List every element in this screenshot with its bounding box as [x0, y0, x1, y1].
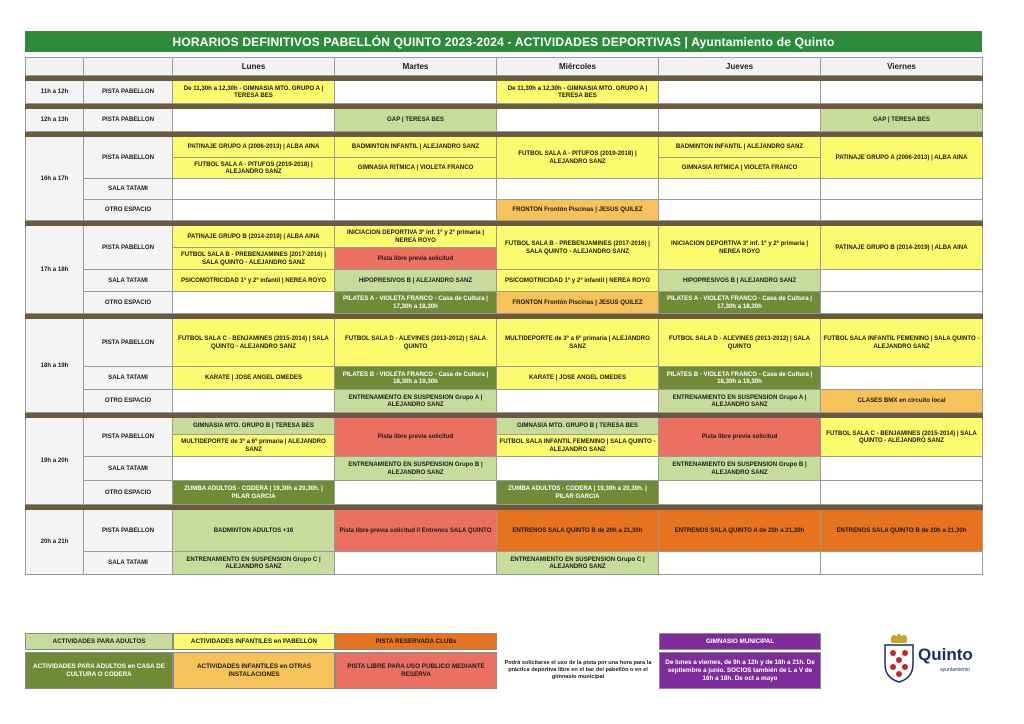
activity-cell: De 11,30h a 12,30h - GIMNASIA MTO. GRUPO A | TERESA BES [497, 81, 659, 104]
activity-cell: KARATE | JOSE ANGEL OMEDES [173, 367, 335, 390]
activity-cell: PSICOMOTRICIDAD 1º y 2º infantil | NEREA ROYO [497, 270, 659, 292]
empty-cell [335, 552, 497, 575]
activity-cell: PATINAJE GRUPO B (2014-2019) | ALBA AINA [173, 226, 335, 248]
activity-cell: GIMNASIA RITMICA | VIOLETA FRANCO [659, 158, 821, 179]
place-label: PISTA PABELLON [84, 510, 173, 552]
activity-cell: KARATE | JOSE ANGEL OMEDES [497, 367, 659, 390]
time-label: 19h a 20h [26, 418, 84, 505]
activity-cell: FUTBOL SALA INFANTIL FEMENINO | SALA QUINTO - ALEJANDRO SANZ [497, 435, 659, 457]
legend-infantiles-otras: ACTIVIDADES INFANTILES en OTRAS INSTALACIONES [173, 652, 335, 689]
activity-cell: GAP | TERESA BES [335, 109, 497, 132]
activity-cell: ENTRENOS SALA QUINTO B de 20h a 21,30h [821, 510, 983, 552]
activity-cell: PATINAJE GRUPO A (2006-2013) | ALBA AINA [821, 137, 983, 179]
table-row [26, 367, 983, 390]
activity-cell: FUTBOL SALA D - ALEVINES (2013-2012) | SALA QUINTO [335, 319, 497, 367]
activity-cell: FUTBOL SALA A - PITUFOS (2019-2018) | ALEJANDRO SANZ [497, 137, 659, 179]
table-row [26, 292, 983, 314]
table-row [26, 137, 983, 158]
activity-cell: ENTRENAMIENTO EN SUSPENSION Grupo A | ALEJANDRO SANZ [659, 390, 821, 413]
table-row [26, 270, 983, 292]
table-row [26, 179, 983, 200]
empty-cell [821, 179, 983, 200]
empty-cell [659, 109, 821, 132]
place-label: PISTA PABELLON [84, 137, 173, 179]
legend-adultos: ACTIVIDADES PARA ADULTOS [25, 633, 173, 650]
activity-cell: ZUMBA ADULTOS - CODERA | 19,30h a 20,30h. | PILAR GARCIA [497, 481, 659, 505]
empty-cell [335, 179, 497, 200]
activity-cell: FUTBOL SALA C - BENJAMINES (2015-2014) | SALA QUINTO - ALEJANDRO SANZ [173, 319, 335, 367]
empty-cell [659, 179, 821, 200]
activity-cell: Pista libre previa solicitud [335, 418, 497, 457]
day-header-jueves: Jueves [659, 58, 821, 76]
header-row [26, 58, 983, 76]
empty-cell [173, 109, 335, 132]
empty-cell [497, 179, 659, 200]
activity-cell: ENTRENAMIENTO EN SUSPENSION Grupo C | ALEJANDRO SANZ [497, 552, 659, 575]
place-label: PISTA PABELLON [84, 109, 173, 132]
table-row [26, 319, 983, 367]
legend-adultos-casa: ACTIVIDADES PARA ADULTOS en CASA DE CULTURA O CODERA [25, 652, 173, 689]
activity-cell: ZUMBA ADULTOS - CODERA | 19,30h a 20,30h. | PILAR GARCIA [173, 481, 335, 505]
activity-cell: PATINAJE GRUPO B (2014-2019) | ALBA AINA [821, 226, 983, 270]
legend-infantiles: ACTIVIDADES INFANTILES en PABELLÓN [173, 633, 335, 650]
time-label: 20h a 21h [26, 510, 84, 575]
empty-cell [659, 200, 821, 221]
activity-cell: FUTBOL SALA A - PITUFOS (2019-2018) | ALEJANDRO SANZ [173, 158, 335, 179]
activity-cell: Pista libre previa solicitud // Entrenos SALA QUINTO [335, 510, 497, 552]
place-label: OTRO ESPACIO [84, 481, 173, 505]
activity-cell: INICIACION DEPORTIVA 3º inf. 1º y 2º primaria | NEREA ROYO [335, 226, 497, 248]
place-label: SALA TATAMI [84, 457, 173, 481]
time-label: 17h a 18h [26, 226, 84, 314]
empty-cell [821, 270, 983, 292]
legend-gimnasio-title: GIMNASIO MUNICIPAL [659, 633, 821, 650]
place-label: OTRO ESPACIO [84, 292, 173, 314]
table-row [26, 418, 983, 435]
activity-cell: ENTRENAMIENTO EN SUSPENSION Grupo C | ALEJANDRO SANZ [173, 552, 335, 575]
logo-subtitle: ayuntamiento [940, 667, 971, 673]
table-row [26, 552, 983, 575]
activity-cell: Pista libre previa solicitud [335, 248, 497, 270]
empty-cell [173, 200, 335, 221]
schedule-table [25, 57, 983, 575]
table-row [26, 390, 983, 413]
day-header-miercoles: Miércoles [497, 58, 659, 76]
day-header-lunes: Lunes [173, 58, 335, 76]
empty-cell [173, 292, 335, 314]
empty-cell [497, 109, 659, 132]
activity-cell: ENTRENAMIENTO EN SUSPENSION Grupo A | ALEJANDRO SANZ [335, 390, 497, 413]
activity-cell: PILATES A - VIOLETA FRANCO - Casa de Cultura | 17,30h a 18,30h [335, 292, 497, 314]
empty-cell [659, 81, 821, 104]
empty-cell [821, 552, 983, 575]
empty-cell [659, 481, 821, 505]
activity-cell: GIMNASIA MTO. GRUPO B | TERESA BES [497, 418, 659, 435]
legend-libre: PISTA LIBRE PARA USO PUBLICO MEDIANTE RESERVA [335, 652, 497, 689]
day-header-viernes: Viernes [821, 58, 983, 76]
activity-cell: HIPOPRESIVOS B | ALEJANDRO SANZ [335, 270, 497, 292]
place-label: PISTA PABELLON [84, 81, 173, 104]
activity-cell: GIMNASIA MTO. GRUPO B | TERESA BES [173, 418, 335, 435]
place-label: OTRO ESPACIO [84, 390, 173, 413]
activity-cell: BADMINTON INFANTIL | ALEJANDRO SANZ [335, 137, 497, 158]
activity-cell: GIMNASIA RITMICA | VIOLETA FRANCO [335, 158, 497, 179]
place-label: SALA TATAMI [84, 367, 173, 390]
table-row [26, 200, 983, 221]
empty-cell [173, 390, 335, 413]
legend-note: Podrá solicitarse el uso de la pista por una hora para la práctica deportiva libre en el bar del pabellón o en el gimnasio municipal [497, 652, 659, 689]
header-empty-1 [26, 58, 84, 76]
activity-cell: FUTBOL SALA C - BENJAMINES (2015-2014) | SALA QUINTO - ALEJANDRO SANZ [821, 418, 983, 457]
activity-cell: INICIACION DEPORTIVA 3º inf. 1º y 2º primaria | NEREA ROYO [659, 226, 821, 270]
table-row [26, 457, 983, 481]
place-label: SALA TATAMI [84, 179, 173, 200]
activity-cell: HIPOPRESIVOS B | ALEJANDRO SANZ [659, 270, 821, 292]
activity-cell: FUTBOL SALA B - PREBENJAMINES (2017-2016) | SALA QUINTO - ALEJANDRO SANZ [173, 248, 335, 270]
activity-cell: FUTBOL SALA INFANTIL FEMENINO | SALA QUINTO - ALEJANDRO SANZ [821, 319, 983, 367]
activity-cell: MULTIDEPORTE de 3º a 6º primaria | ALEJANDRO SANZ [173, 435, 335, 457]
legend-gimnasio-text: De lunes a viernes, de 9h a 12h y de 18h a 21h. De septiembre a junio. SOCIOS también de L a V de 16h a 18h. De oct a mayo [659, 652, 821, 689]
activity-cell: ENTRENOS SALA QUINTO A de 20h a 21,30h [659, 510, 821, 552]
time-label: 12h a 13h [26, 109, 84, 132]
empty-cell [821, 292, 983, 314]
activity-cell: ENTRENAMIENTO EN SUSPENSION Grupo B | ALEJANDRO SANZ [659, 457, 821, 481]
table-row [26, 481, 983, 505]
empty-cell [497, 390, 659, 413]
page-title: HORARIOS DEFINITIVOS PABELLÓN QUINTO 2023-2024 - ACTIVIDADES DEPORTIVAS | Ayuntamiento de Quinto [25, 31, 982, 52]
empty-cell [497, 457, 659, 481]
time-label: 18h a 19h [26, 319, 84, 413]
table-row [26, 226, 983, 248]
empty-cell [335, 200, 497, 221]
table-row [26, 510, 983, 552]
empty-cell [821, 81, 983, 104]
day-header-martes: Martes [335, 58, 497, 76]
activity-cell: FUTBOL SALA B - PREBENJAMINES (2017-2016) | SALA QUINTO - ALEJANDRO SANZ [497, 226, 659, 270]
empty-cell [335, 481, 497, 505]
activity-cell: PILATES A - VIOLETA FRANCO - Casa de Cultura | 17,30h a 18,30h [659, 292, 821, 314]
place-label: PISTA PABELLON [84, 319, 173, 367]
activity-cell: PILATES B - VIOLETA FRANCO - Casa de Cultura | 18,30h a 19,30h [659, 367, 821, 390]
logo-name: Quinto [918, 645, 973, 664]
place-label: SALA TATAMI [84, 552, 173, 575]
activity-cell: PSICOMOTRICIDAD 1º y 2º infantil | NEREA ROYO [173, 270, 335, 292]
activity-cell: GAP | TERESA BES [821, 109, 983, 132]
activity-cell: BADMINTON INFANTIL | ALEJANDRO SANZ [659, 137, 821, 158]
activity-cell: FRONTON Frontón Piscinas | JESUS QUILEZ [497, 292, 659, 314]
empty-cell [173, 179, 335, 200]
activity-cell: BADMINTON ADULTOS +16 [173, 510, 335, 552]
activity-cell: Pista libre previa solicitud [659, 418, 821, 457]
place-label: OTRO ESPACIO [84, 200, 173, 221]
activity-cell: MULTIDEPORTE de 3º a 6º primaria | ALEJANDRO SANZ [497, 319, 659, 367]
empty-cell [821, 481, 983, 505]
time-label: 16h a 17h [26, 137, 84, 221]
activity-cell: PATINAJE GRUPO A (2006-2013) | ALBA AINA [173, 137, 335, 158]
logo [880, 630, 980, 690]
empty-cell [335, 81, 497, 104]
coat-of-arms-icon [882, 634, 916, 684]
empty-cell [173, 457, 335, 481]
table-row [26, 81, 983, 104]
activity-cell: ENTRENAMIENTO EN SUSPENSION Grupo B | ALEJANDRO SANZ [335, 457, 497, 481]
empty-cell [821, 457, 983, 481]
activity-cell: CLASES BMX en circuito local [821, 390, 983, 413]
header-empty-2 [84, 58, 173, 76]
empty-cell [821, 200, 983, 221]
activity-cell: PILATES B - VIOLETA FRANCO - Casa de Cultura | 18,30h a 19,30h [335, 367, 497, 390]
empty-cell [821, 367, 983, 390]
legend [25, 633, 825, 691]
empty-cell [659, 552, 821, 575]
activity-cell: De 11,30h a 12,30h - GIMNASIA MTO. GRUPO A | TERESA BES [173, 81, 335, 104]
place-label: SALA TATAMI [84, 270, 173, 292]
activity-cell: ENTRENOS SALA QUINTO B de 20h a 21,30h [497, 510, 659, 552]
activity-cell: FUTBOL SALA D - ALEVINES (2013-2012) | SALA QUINTO [659, 319, 821, 367]
legend-reservada: PISTA RESERVADA CLUBs [335, 633, 497, 650]
activity-cell: FRONTON Frontón Piscinas | JESUS QUILEZ [497, 200, 659, 221]
time-label: 11h a 12h [26, 81, 84, 104]
place-label: PISTA PABELLON [84, 418, 173, 457]
table-row [26, 109, 983, 132]
place-label: PISTA PABELLON [84, 226, 173, 270]
